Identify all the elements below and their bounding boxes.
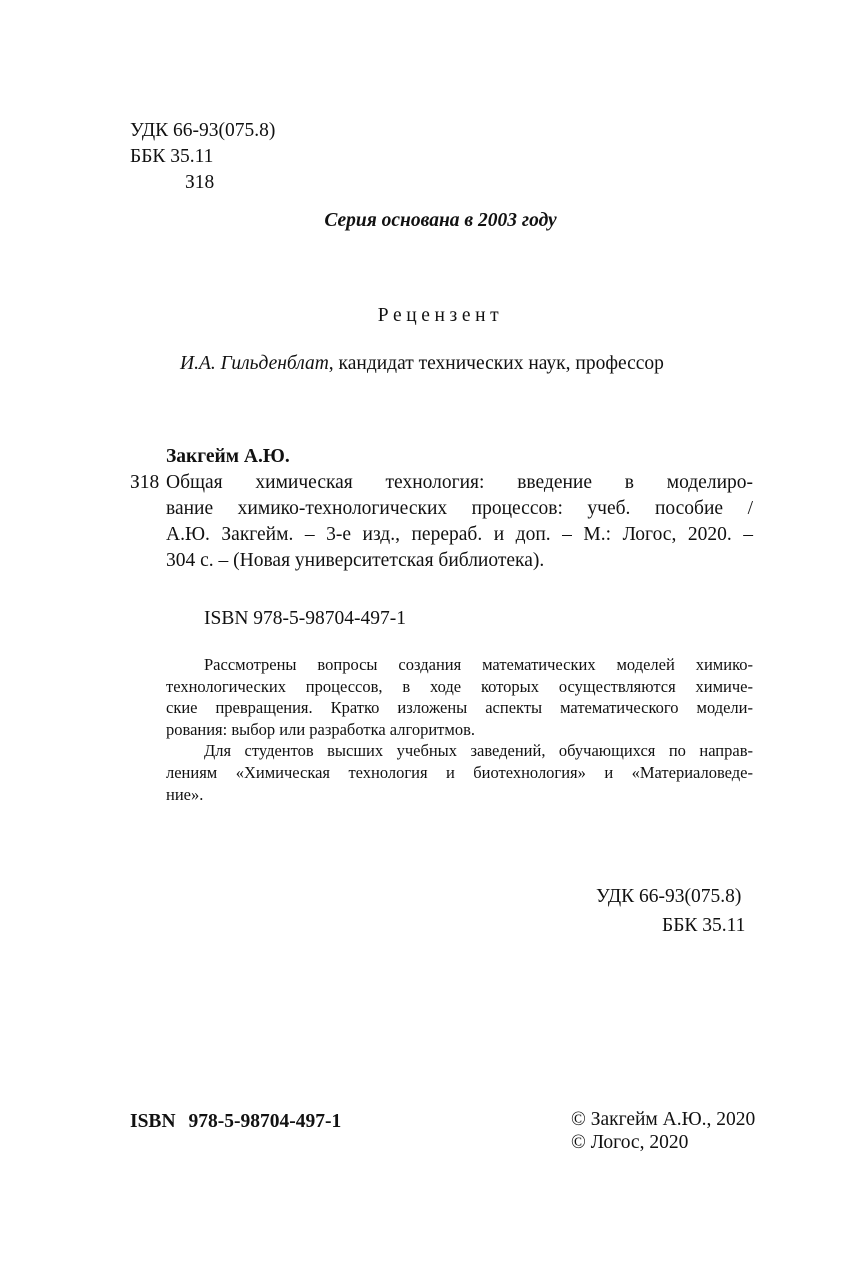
abstract: [166, 654, 753, 805]
reviewer-line: [180, 351, 664, 377]
reviewer-name: И.А. Гильденблат: [180, 353, 329, 374]
catalog-description-line: А.Ю. Закгейм. – 3-е изд., перераб. и доп. – М.: Логос, 2020. –: [166, 524, 753, 545]
reviewer-heading-text: Рецензент: [377, 305, 504, 326]
abstract-line: технологических процессов, в ходе которых осуществляются химиче-: [166, 676, 753, 696]
udk-code-bottom: УДК 66-93(075.8): [596, 886, 742, 907]
catalog-description: [166, 470, 753, 574]
series-note-text: Серия основана в 2003 году: [324, 210, 557, 231]
catalog-author-code: З18: [130, 472, 160, 493]
abstract-line: ние».: [166, 784, 204, 804]
author-code-top: З18: [185, 172, 215, 193]
catalog-description-line: 304 с. – (Новая университетская библиотека).: [166, 550, 545, 571]
bbk-code-bottom: ББК 35.11: [662, 915, 746, 936]
bbk-code-top: ББК 35.11: [130, 146, 214, 167]
footer-isbn: [130, 1109, 341, 1135]
copyright-author: © Закгейм А.Ю., 2020: [571, 1109, 756, 1130]
catalog-description-line: Общая химическая технология: введение в моделиро-: [166, 472, 753, 493]
abstract-line: ские превращения. Кратко изложены аспекты математического модели-: [166, 698, 753, 718]
abstract-line: рования: выбор или разработка алгоритмов.: [166, 719, 475, 739]
copyright-publisher: © Логос, 2020: [571, 1132, 689, 1153]
udk-code-top: УДК 66-93(075.8): [130, 120, 276, 141]
series-note: [0, 208, 857, 234]
reviewer-heading: [0, 303, 857, 329]
abstract-line: Рассмотрены вопросы создания математических моделей химико-: [204, 655, 753, 674]
footer-isbn-number: 978-5-98704-497-1: [188, 1111, 342, 1132]
catalog-isbn: ISBN 978-5-98704-497-1: [204, 608, 407, 629]
abstract-line: Для студентов высших учебных заведений, обучающихся по направ-: [204, 741, 753, 761]
catalog-author: Закгейм А.Ю.: [166, 446, 290, 467]
reviewer-credentials: , кандидат технических наук, профессор: [328, 353, 664, 374]
abstract-line: лениям «Химическая технология и биотехнология» и «Материаловеде-: [166, 762, 753, 782]
footer-isbn-label: ISBN: [130, 1111, 176, 1132]
catalog-description-line: вание химико-технологических процессов: учеб. пособие /: [166, 498, 753, 519]
